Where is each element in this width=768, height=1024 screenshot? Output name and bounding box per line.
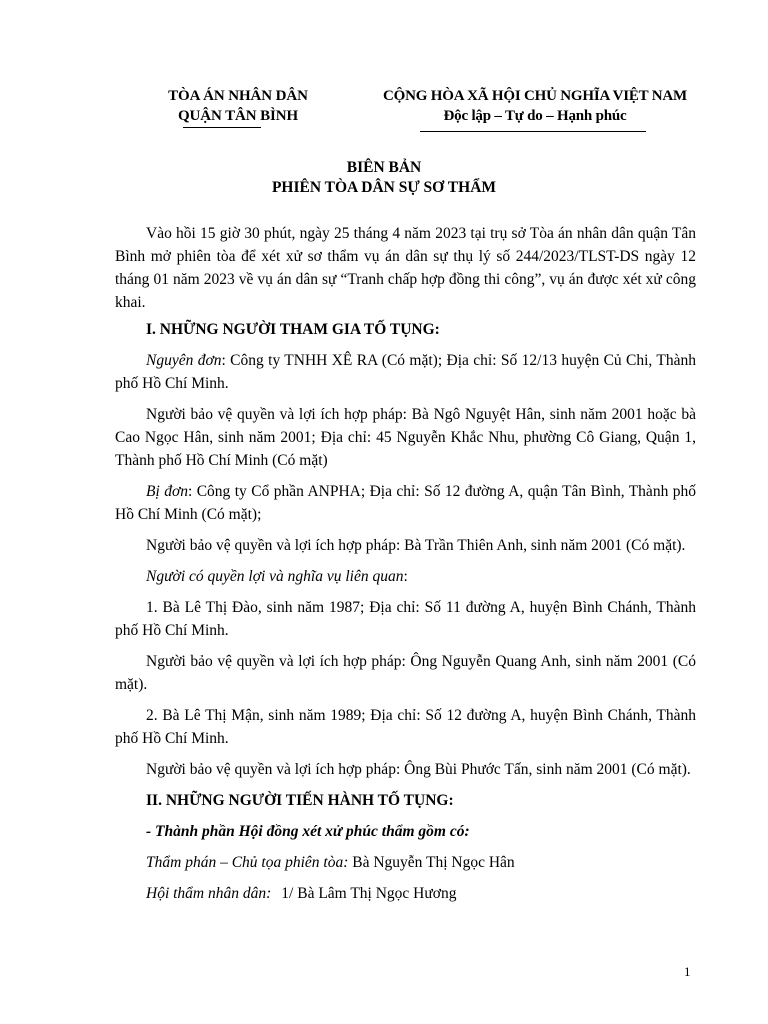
court-line-1: TÒA ÁN NHÂN DÂN <box>168 88 308 104</box>
section-2-heading: II. NHỮNG NGƯỜI TIẾN HÀNH TỐ TỤNG: <box>146 792 454 809</box>
plaintiff-label: Nguyên đơn <box>146 352 222 369</box>
section-1-heading: I. NHỮNG NGƯỜI THAM GIA TỐ TỤNG: <box>146 321 440 338</box>
motto-line: Độc lập – Tự do – Hạnh phúc <box>443 108 627 124</box>
related-party-2: 2. Bà Lê Thị Mận, sinh năm 1989; Địa chỉ: Số 12 đường A, huyện Bình Chánh, Thành phố Hồ Chí Minh. <box>115 707 696 747</box>
plaintiff-text: : Công ty TNHH XÊ RA (Có mặt); Địa chỉ: Số 12/13 huyện Củ Chi, Thành phố Hồ Chí Minh. <box>115 352 696 392</box>
related-parties-label <box>115 565 696 588</box>
document-body <box>115 222 696 913</box>
panel-heading: - Thành phần Hội đồng xét xử phúc thẩm gồm có: <box>146 823 470 840</box>
intro-paragraph: Vào hồi 15 giờ 30 phút, ngày 25 tháng 4 năm 2023 tại trụ sở Tòa án nhân dân quận Tân Bình mở phiên tòa để xét xử sơ thẩm vụ án dân sự thụ lý số 244/2023/TLST-DS ngày 12 tháng 01 năm 2023 về vụ án dân sự “Tranh chấp hợp đồng thi công”, vụ án được xét xử công khai. <box>115 225 696 311</box>
judge-name: Bà Nguyễn Thị Ngọc Hân <box>348 854 515 871</box>
plaintiff-representative: Người bảo vệ quyền và lợi ích hợp pháp: Bà Ngô Nguyệt Hân, sinh năm 2001 hoặc bà Cao Ngọc Hân, sinh năm 2001; Địa chỉ: 45 Nguyễn Khắc Nhu, phường Cô Giang, Quận 1, Thành phố Hồ Chí Minh (Có mặt) <box>115 406 696 469</box>
motto-underline <box>420 131 646 132</box>
related-party-2-representative: Người bảo vệ quyền và lợi ích hợp pháp: Ông Bùi Phước Tấn, sinh năm 2001 (Có mặt). <box>146 761 691 778</box>
defendant-paragraph <box>115 480 696 526</box>
defendant-representative: Người bảo vệ quyền và lợi ích hợp pháp: Bà Trần Thiên Anh, sinh năm 2001 (Có mặt). <box>146 537 686 554</box>
related-label: Người có quyền lợi và nghĩa vụ liên quan <box>146 568 404 585</box>
title-line-1: BIÊN BẢN <box>346 159 422 176</box>
plaintiff-paragraph <box>115 349 696 395</box>
country-name: CỘNG HÒA XÃ HỘI CHỦ NGHĨA VIỆT NAM <box>383 88 687 104</box>
title-line-2: PHIÊN TÒA DÂN SỰ SƠ THẨM <box>271 179 497 196</box>
assessor-name: 1/ Bà Lâm Thị Ngọc Hương <box>281 885 457 902</box>
court-name <box>120 86 356 126</box>
judge-label: Thẩm phán – Chủ tọa phiên tòa <box>146 854 344 871</box>
document-title <box>0 158 768 198</box>
court-underline <box>183 127 261 128</box>
judge-line <box>115 851 696 874</box>
national-motto <box>350 86 720 126</box>
defendant-text: : Công ty Cổ phần ANPHA; Địa chỉ: Số 12 đường A, quận Tân Bình, Thành phố Hồ Chí Minh (Có mặt); <box>115 483 696 523</box>
page-number: 1 <box>684 964 691 979</box>
assessor-label: Hội thẩm nhân dân: <box>146 885 272 902</box>
defendant-label: Bị đơn <box>146 483 188 500</box>
document-header <box>0 86 768 146</box>
related-party-1-representative: Người bảo vệ quyền và lợi ích hợp pháp: Ông Nguyễn Quang Anh, sinh năm 2001 (Có mặt). <box>115 653 696 693</box>
assessor-line <box>115 882 696 905</box>
court-line-2: QUẬN TÂN BÌNH <box>177 108 299 124</box>
judge-colon: : <box>343 854 349 871</box>
related-party-1: 1. Bà Lê Thị Đào, sinh năm 1987; Địa chỉ: Số 11 đường A, huyện Bình Chánh, Thành phố Hồ Chí Minh. <box>115 599 696 639</box>
related-suffix: : <box>403 568 408 585</box>
